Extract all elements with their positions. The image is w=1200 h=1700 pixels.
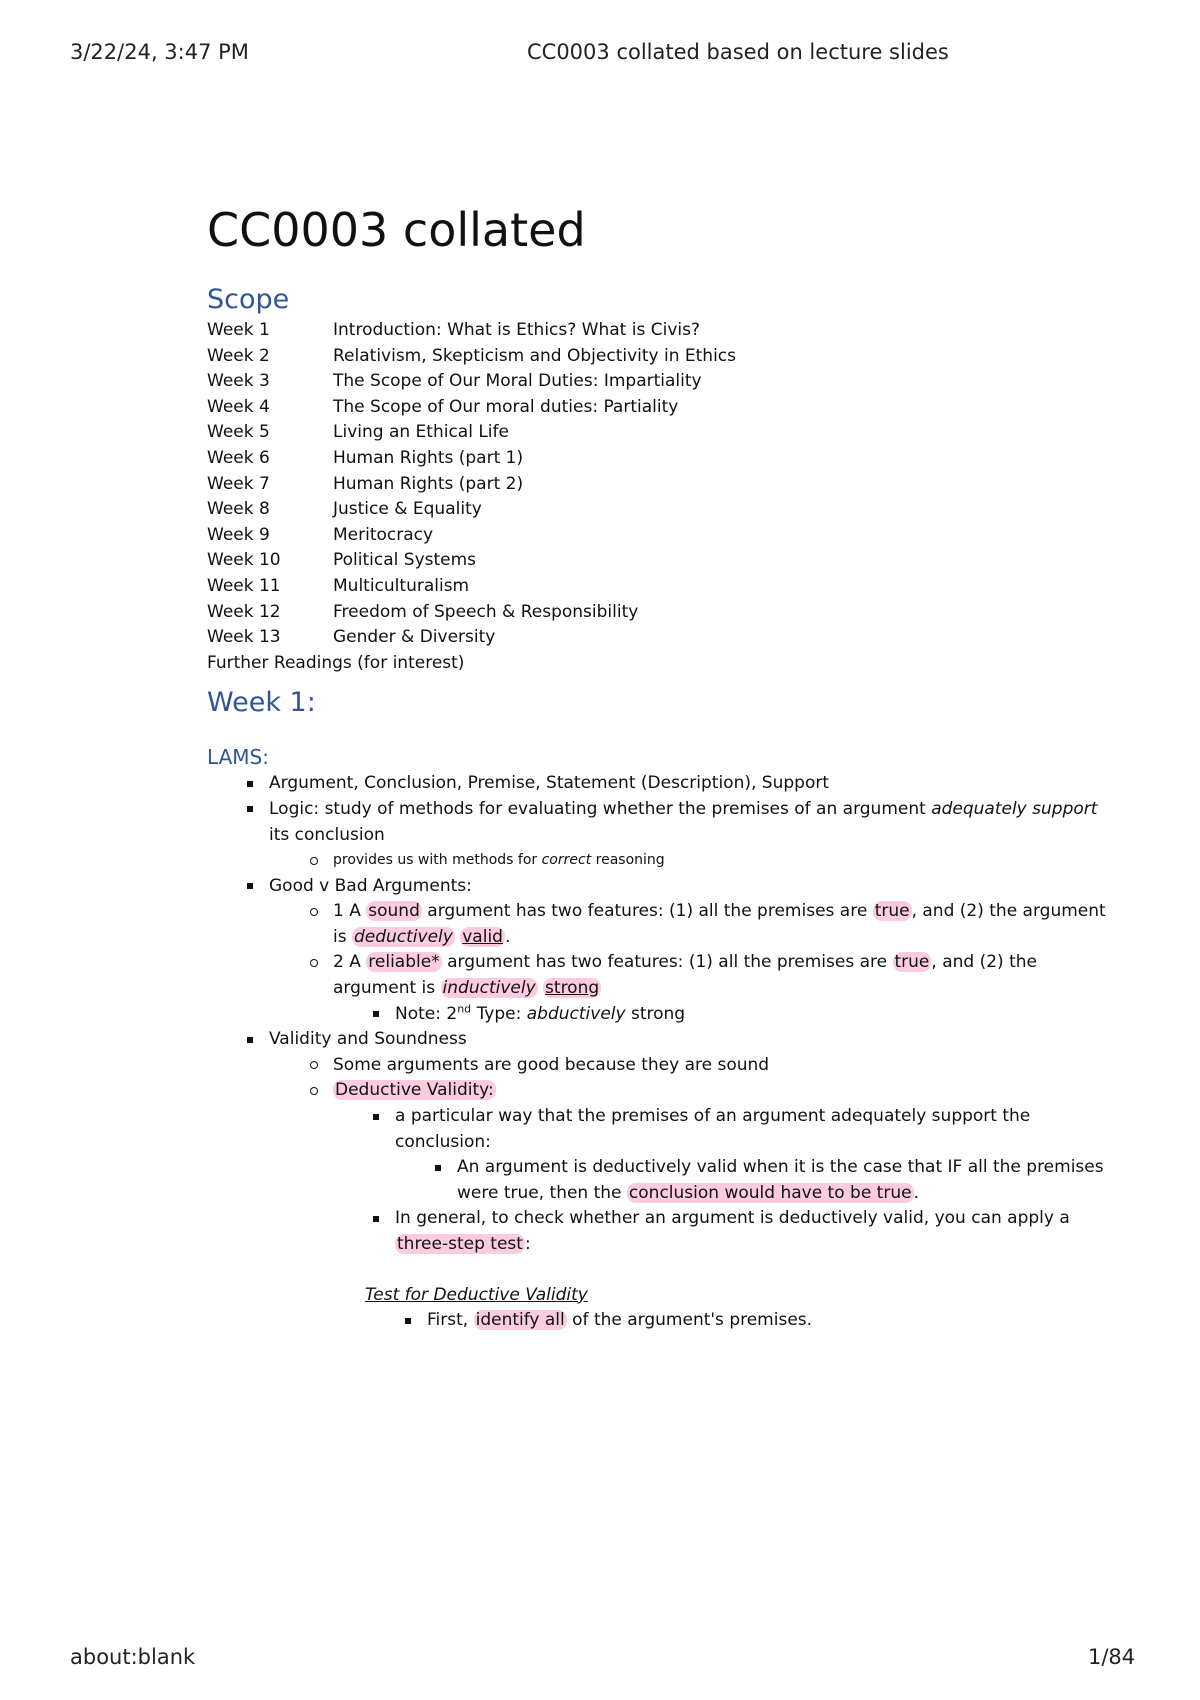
print-footer-page: 1/84 — [1088, 1645, 1136, 1669]
document-title: CC0003 collated — [207, 203, 586, 257]
list-item: 2 A reliable* argument has two features: (1) all the premises are true , and (2) the argument is inductively strong — [207, 950, 1107, 1001]
scope-row — [207, 497, 1107, 523]
list-item: Logic: study of methods for evaluating whether the premises of an argument adequately support its conclusion — [207, 797, 1107, 848]
highlight: true — [894, 952, 930, 973]
scope-list — [207, 318, 1107, 651]
scope-topic: Gender & Diversity — [333, 627, 496, 648]
list-item: Note: 2nd Type: abductively strong — [207, 1002, 1107, 1028]
scope-week: Week 2 — [207, 345, 270, 366]
scope-row — [207, 318, 1107, 344]
lams-heading: LAMS: — [207, 745, 269, 770]
highlight: conclusion would have to be true — [628, 1182, 912, 1203]
print-footer-url: about:blank — [70, 1645, 196, 1669]
list-item — [207, 1078, 1107, 1104]
highlight: identify all — [475, 1310, 565, 1331]
list-item: Good v Bad Arguments: — [207, 874, 1107, 900]
list-item: First, identify all of the argument's premises. — [207, 1308, 1107, 1334]
scope-topic: Meritocracy — [333, 524, 434, 545]
week1-heading: Week 1: — [207, 687, 316, 719]
scope-week: Week 5 — [207, 422, 270, 443]
scope-row — [207, 369, 1107, 395]
scope-topic: Freedom of Speech & Responsibility — [333, 601, 639, 622]
highlight: valid — [462, 926, 503, 947]
scope-week: Week 8 — [207, 499, 270, 520]
scope-week: Week 11 — [207, 575, 281, 596]
list-item: provides us with methods for correct reasoning — [207, 848, 1107, 874]
scope-week: Week 10 — [207, 550, 281, 571]
highlight: Deductive Validity: — [335, 1080, 494, 1101]
scope-row — [207, 625, 1107, 651]
lams-list — [207, 771, 1107, 1257]
scope-topic: Human Rights (part 1) — [333, 447, 524, 468]
scope-row — [207, 420, 1107, 446]
scope-topic: Human Rights (part 2) — [333, 473, 524, 494]
scope-topic: Political Systems — [333, 550, 477, 571]
further-readings: Further Readings (for interest) — [207, 652, 465, 673]
document-body — [207, 200, 1107, 1334]
highlight: sound — [368, 901, 420, 922]
scope-row — [207, 395, 1107, 421]
list-item: Argument, Conclusion, Premise, Statement (Description), Support — [207, 771, 1107, 797]
highlight: true — [874, 901, 910, 922]
scope-week: Week 6 — [207, 447, 270, 468]
scope-topic: Multiculturalism — [333, 575, 470, 596]
scope-week: Week 13 — [207, 627, 281, 648]
scope-row — [207, 472, 1107, 498]
list-item: Some arguments are good because they are sound — [207, 1053, 1107, 1079]
scope-topic: The Scope of Our moral duties: Partiality — [333, 396, 679, 417]
scope-topic: Relativism, Skepticism and Objectivity in Ethics — [333, 345, 737, 366]
list-item: Validity and Soundness — [207, 1027, 1107, 1053]
test-list — [207, 1308, 1107, 1334]
scope-topic: Introduction: What is Ethics? What is Civis? — [333, 320, 700, 340]
scope-row — [207, 446, 1107, 472]
highlight: deductively — [353, 926, 453, 947]
scope-week: Week 7 — [207, 473, 270, 494]
scope-row — [207, 548, 1107, 574]
scope-week: Week 9 — [207, 524, 270, 545]
print-header-datetime: 3/22/24, 3:47 PM — [70, 40, 249, 64]
list-item: An argument is deductively valid when it is the case that IF all the premises were true, then the conclusion would have to be true . — [207, 1155, 1107, 1206]
scope-topic: The Scope of Our Moral Duties: Impartiality — [333, 371, 702, 392]
scope-row — [207, 600, 1107, 626]
scope-row — [207, 523, 1107, 549]
list-item: a particular way that the premises of an argument adequately support the conclusion: — [207, 1104, 1107, 1155]
highlight: three-step test — [397, 1234, 523, 1254]
highlight: reliable* — [368, 952, 440, 973]
scope-heading: Scope — [207, 284, 290, 315]
scope-topic: Living an Ethical Life — [333, 422, 509, 443]
scope-row — [207, 574, 1107, 600]
scope-week: Week 3 — [207, 371, 270, 392]
list-item: In general, to check whether an argument is deductively valid, you can apply a three-step test : — [207, 1206, 1107, 1257]
scope-week: Week 4 — [207, 396, 270, 417]
scope-week: Week 1 — [207, 320, 270, 340]
scope-row — [207, 344, 1107, 370]
scope-week: Week 12 — [207, 601, 281, 622]
highlight: strong — [545, 978, 600, 999]
highlight: inductively — [442, 978, 536, 999]
scope-topic: Justice & Equality — [333, 499, 482, 520]
list-item: 1 A sound argument has two features: (1) all the premises are true , and (2) the argument is deductively valid . — [207, 899, 1107, 950]
print-header-title: CC0003 collated based on lecture slides — [527, 40, 949, 64]
test-heading: Test for Deductive Validity — [365, 1284, 588, 1305]
